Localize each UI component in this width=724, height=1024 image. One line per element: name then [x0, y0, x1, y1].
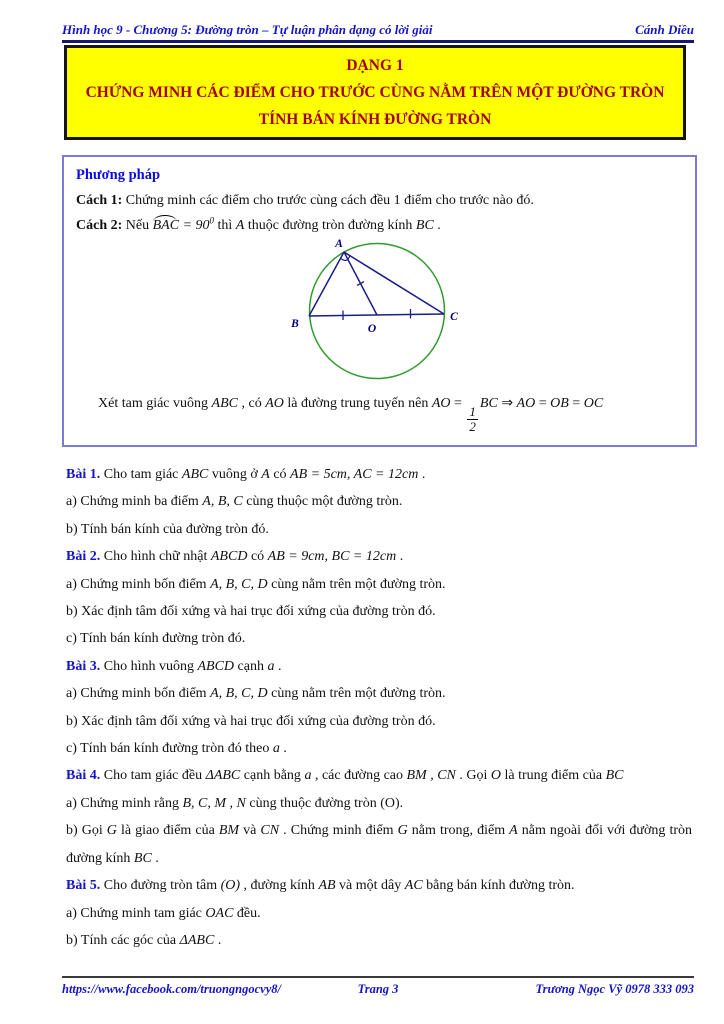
exercise-list — [66, 461, 692, 954]
geometry-figure — [264, 236, 496, 386]
banner-line-3: TÍNH BÁN KÍNH ĐƯỜNG TRÒN — [258, 111, 492, 128]
exercise-3-intro: Bài 3. Cho hình vuông ABCD cạnh a . — [66, 658, 282, 674]
exercise-4-intro: Bài 4. Cho tam giác đều ΔABC cạnh bằng a , các đường cao BM , CN . Gọi O là trung điểm của BC — [66, 768, 624, 784]
exercise-5-intro: Bài 5. Cho đường tròn tâm (O) , đường kính AB và một dây AC bằng bán kính đường tròn. — [66, 878, 575, 894]
center-label-o: O — [367, 323, 376, 335]
vertex-label-c: C — [449, 311, 458, 323]
method-cach2: Cách 2: Nếu BAC = $90^0$ thì A thuộc đường tròn đường kính BC . — [76, 215, 441, 233]
circle-shape — [309, 244, 444, 379]
exercise-4-part-b: b) Gọi G là giao điểm của BM và CN . Chứng minh điểm G nằm trong, điểm A nằm ngoài đối với đường tròn đường kính BC . — [66, 823, 692, 866]
page-number: Trang 3 — [357, 982, 399, 996]
method-box — [62, 155, 697, 447]
author-contact: Trương Ngọc Vỹ 0978 333 093 — [535, 982, 694, 996]
exercise-2-intro: Bài 2. Cho hình chữ nhật ABCD có AB = 9cm, BC = 12cm . — [66, 549, 404, 565]
header-rule — [62, 40, 694, 43]
section-banner — [64, 45, 686, 140]
banner-line-1: DẠNG 1 — [346, 57, 404, 74]
exercise-2-part-b: b) Xác định tâm đối xứng và hai trục đối xứng của đường tròn đó. — [66, 604, 436, 620]
method-title: Phương pháp — [76, 167, 161, 183]
exercise-3-part-b: b) Xác định tâm đối xứng và hai trục đối xứng của đường tròn đó. — [66, 713, 436, 729]
exercise-1-part-a: a) Chứng minh ba điểm A, B, C cùng thuộc một đường tròn. — [66, 494, 403, 510]
facebook-link[interactable]: https://www.facebook.com/truongngocvy8/ — [62, 982, 281, 996]
footer-rule — [62, 976, 694, 978]
page-header — [62, 22, 694, 38]
method-conclusion: Xét tam giác vuông ABC , có AO là đường trung tuyến nên AO = $\frac{1}{2}$ BC ⇒ AO = OB = OC — [98, 396, 604, 434]
header-book-title: Hình học 9 - Chương 5: Đường tròn – Tự luận phân dạng có lời giải — [62, 22, 433, 37]
segment-ac — [344, 252, 444, 314]
figure-wrap — [76, 236, 683, 391]
exercise-2-part-a: a) Chứng minh bốn điểm A, B, C, D cùng nằm trên một đường tròn. — [66, 576, 446, 592]
page-footer — [62, 982, 694, 997]
exercise-5-part-b: b) Tính các góc của ΔABC . — [66, 932, 222, 948]
exercise-1-intro: Bài 1. Cho tam giác ABC vuông ở A có AB = 5cm, AC = 12cm . — [66, 467, 426, 482]
vertex-label-b: B — [290, 318, 299, 330]
exercise-2-part-c: c) Tính bán kính đường tròn đó. — [66, 631, 246, 647]
exercise-5-part-a: a) Chứng minh tam giác OAC đều. — [66, 905, 261, 921]
exercise-3-part-a: a) Chứng minh bốn điểm A, B, C, D cùng nằm trên một đường tròn. — [66, 686, 446, 702]
exercise-4-part-a: a) Chứng minh rằng B, C, M , N cùng thuộc đường tròn (O). — [66, 795, 404, 811]
banner-line-2: CHỨNG MINH CÁC ĐIỂM CHO TRƯỚC CÙNG NẰM TRÊN MỘT ĐƯỜNG TRÒN — [85, 84, 665, 101]
exercise-3-part-c: c) Tính bán kính đường tròn đó theo a . — [66, 741, 287, 757]
segment-ab — [309, 252, 344, 316]
exercise-1-part-b: b) Tính bán kính của đường tròn đó. — [66, 521, 269, 537]
method-cach1: Cách 1: Chứng minh các điểm cho trước cùng cách đều 1 điểm cho trước nào đó. — [76, 193, 534, 208]
vertex-label-a: A — [334, 238, 343, 250]
header-edition: Cánh Diều — [635, 22, 694, 37]
